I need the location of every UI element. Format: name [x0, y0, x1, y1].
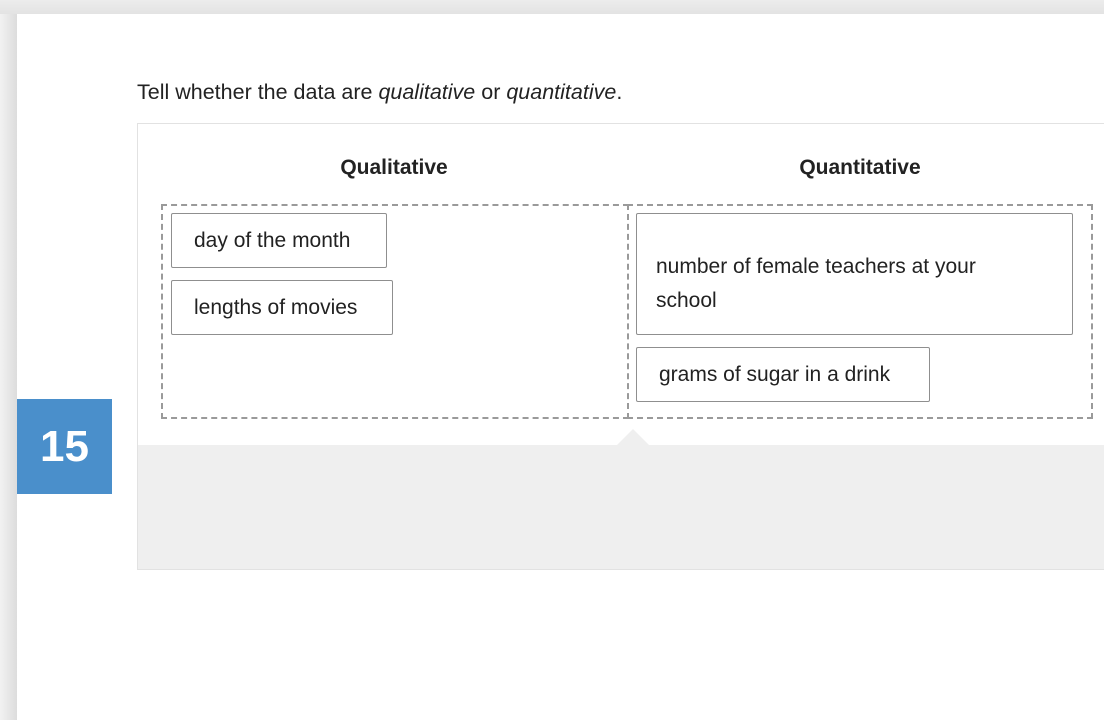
qualitative-column-title: Qualitative — [340, 156, 448, 179]
prompt-text-start: Tell whether the data are — [137, 80, 379, 104]
sorting-card — [137, 123, 1104, 570]
question-prompt — [137, 80, 622, 105]
left-strip — [0, 14, 17, 720]
drag-item-label: day of the month — [194, 229, 351, 252]
prompt-term-qualitative: qualitative — [378, 80, 476, 104]
drag-item-lengths-of-movies[interactable] — [171, 280, 393, 335]
quantitative-drop-zone[interactable] — [627, 204, 1093, 419]
card-footer — [138, 445, 1104, 569]
drag-item-day-of-the-month[interactable] — [171, 213, 387, 268]
top-strip — [0, 0, 1104, 14]
quantitative-column-title: Quantitative — [799, 156, 921, 179]
question-number-badge: 15 — [17, 399, 112, 494]
drag-item-label: number of female teachers at your school — [656, 255, 976, 312]
card-footer-notch — [617, 429, 649, 445]
drag-item-grams-of-sugar[interactable] — [636, 347, 930, 402]
prompt-term-quantitative: quantitative — [506, 80, 617, 104]
qualitative-drop-zone[interactable] — [161, 204, 629, 419]
drag-item-number-of-female-teachers[interactable] — [636, 213, 1073, 335]
prompt-text-mid: or — [475, 80, 507, 104]
drag-item-label: grams of sugar in a drink — [659, 363, 891, 386]
prompt-text-end: . — [616, 80, 623, 104]
drag-item-label: lengths of movies — [194, 296, 358, 319]
